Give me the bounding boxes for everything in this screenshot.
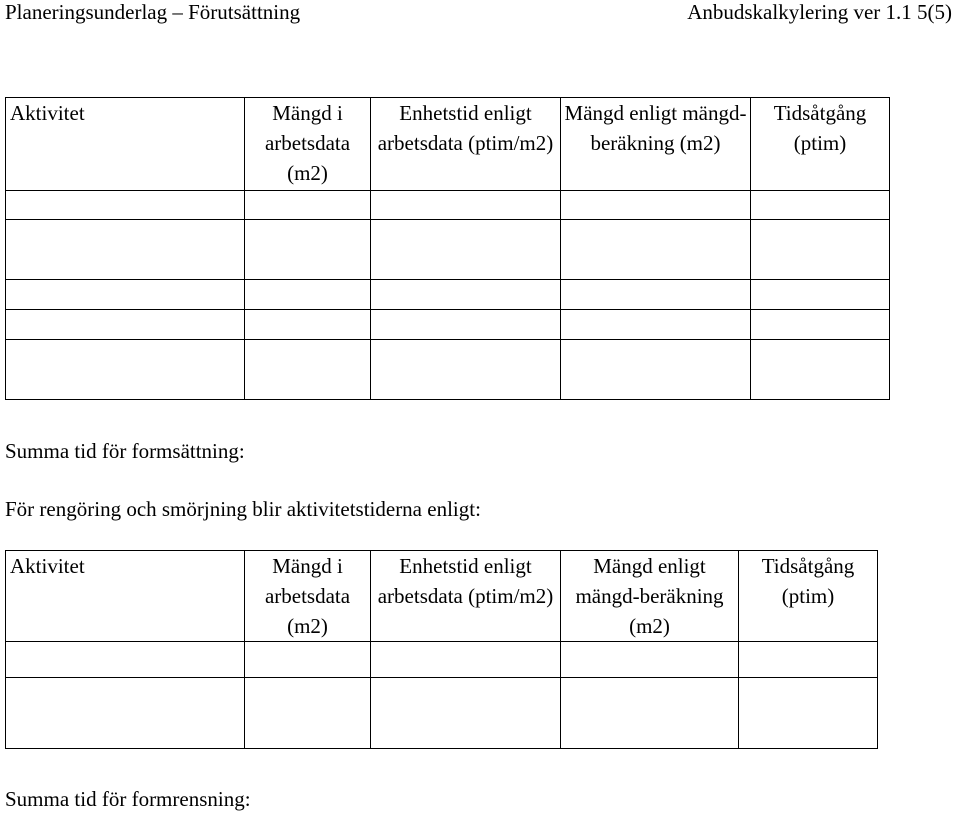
document-version-page: Anbudskalkylering ver 1.1 5(5) [687,0,952,24]
col-header-enhetstid: Enhetstid enligt arbetsdata (ptim/m2) [371,551,561,642]
col-header-tidsatgang: Tidsåtgång (ptim) [739,551,878,642]
col-header-mangd-berakning: Mängd enligt mängd-beräkning (m2) [561,551,739,642]
summa-formrensning-label: Summa tid för formrensning: [5,787,251,811]
col-header-enhetstid: Enhetstid enligt arbetsdata (ptim/m2) [371,98,561,191]
col-header-mangd-arbetsdata: Mängd i arbetsdata (m2) [245,98,371,191]
table-row [6,191,890,220]
col-header-aktivitet: Aktivitet [6,98,245,191]
col-header-tidsatgang: Tidsåtgång (ptim) [751,98,890,191]
table-row [6,310,890,340]
table-header-row [6,551,878,642]
formsattning-table [5,97,890,400]
page-header [5,0,960,26]
summa-formsattning-label: Summa tid för formsättning: [5,439,245,463]
table-row [6,642,878,678]
table-row [6,220,890,280]
table-row [6,678,878,749]
rengoring-intro-text: För rengöring och smörjning blir aktivitetstiderna enligt: [5,497,481,521]
table-row [6,340,890,400]
col-header-mangd-berakning: Mängd enligt mängd-beräkning (m2) [561,98,751,191]
col-header-mangd-arbetsdata: Mängd i arbetsdata (m2) [245,551,371,642]
document-title: Planeringsunderlag – Förutsättning [5,0,301,24]
table-row [6,280,890,310]
table-header-row [6,98,890,191]
formrensning-table [5,550,878,749]
col-header-aktivitet: Aktivitet [6,551,245,642]
